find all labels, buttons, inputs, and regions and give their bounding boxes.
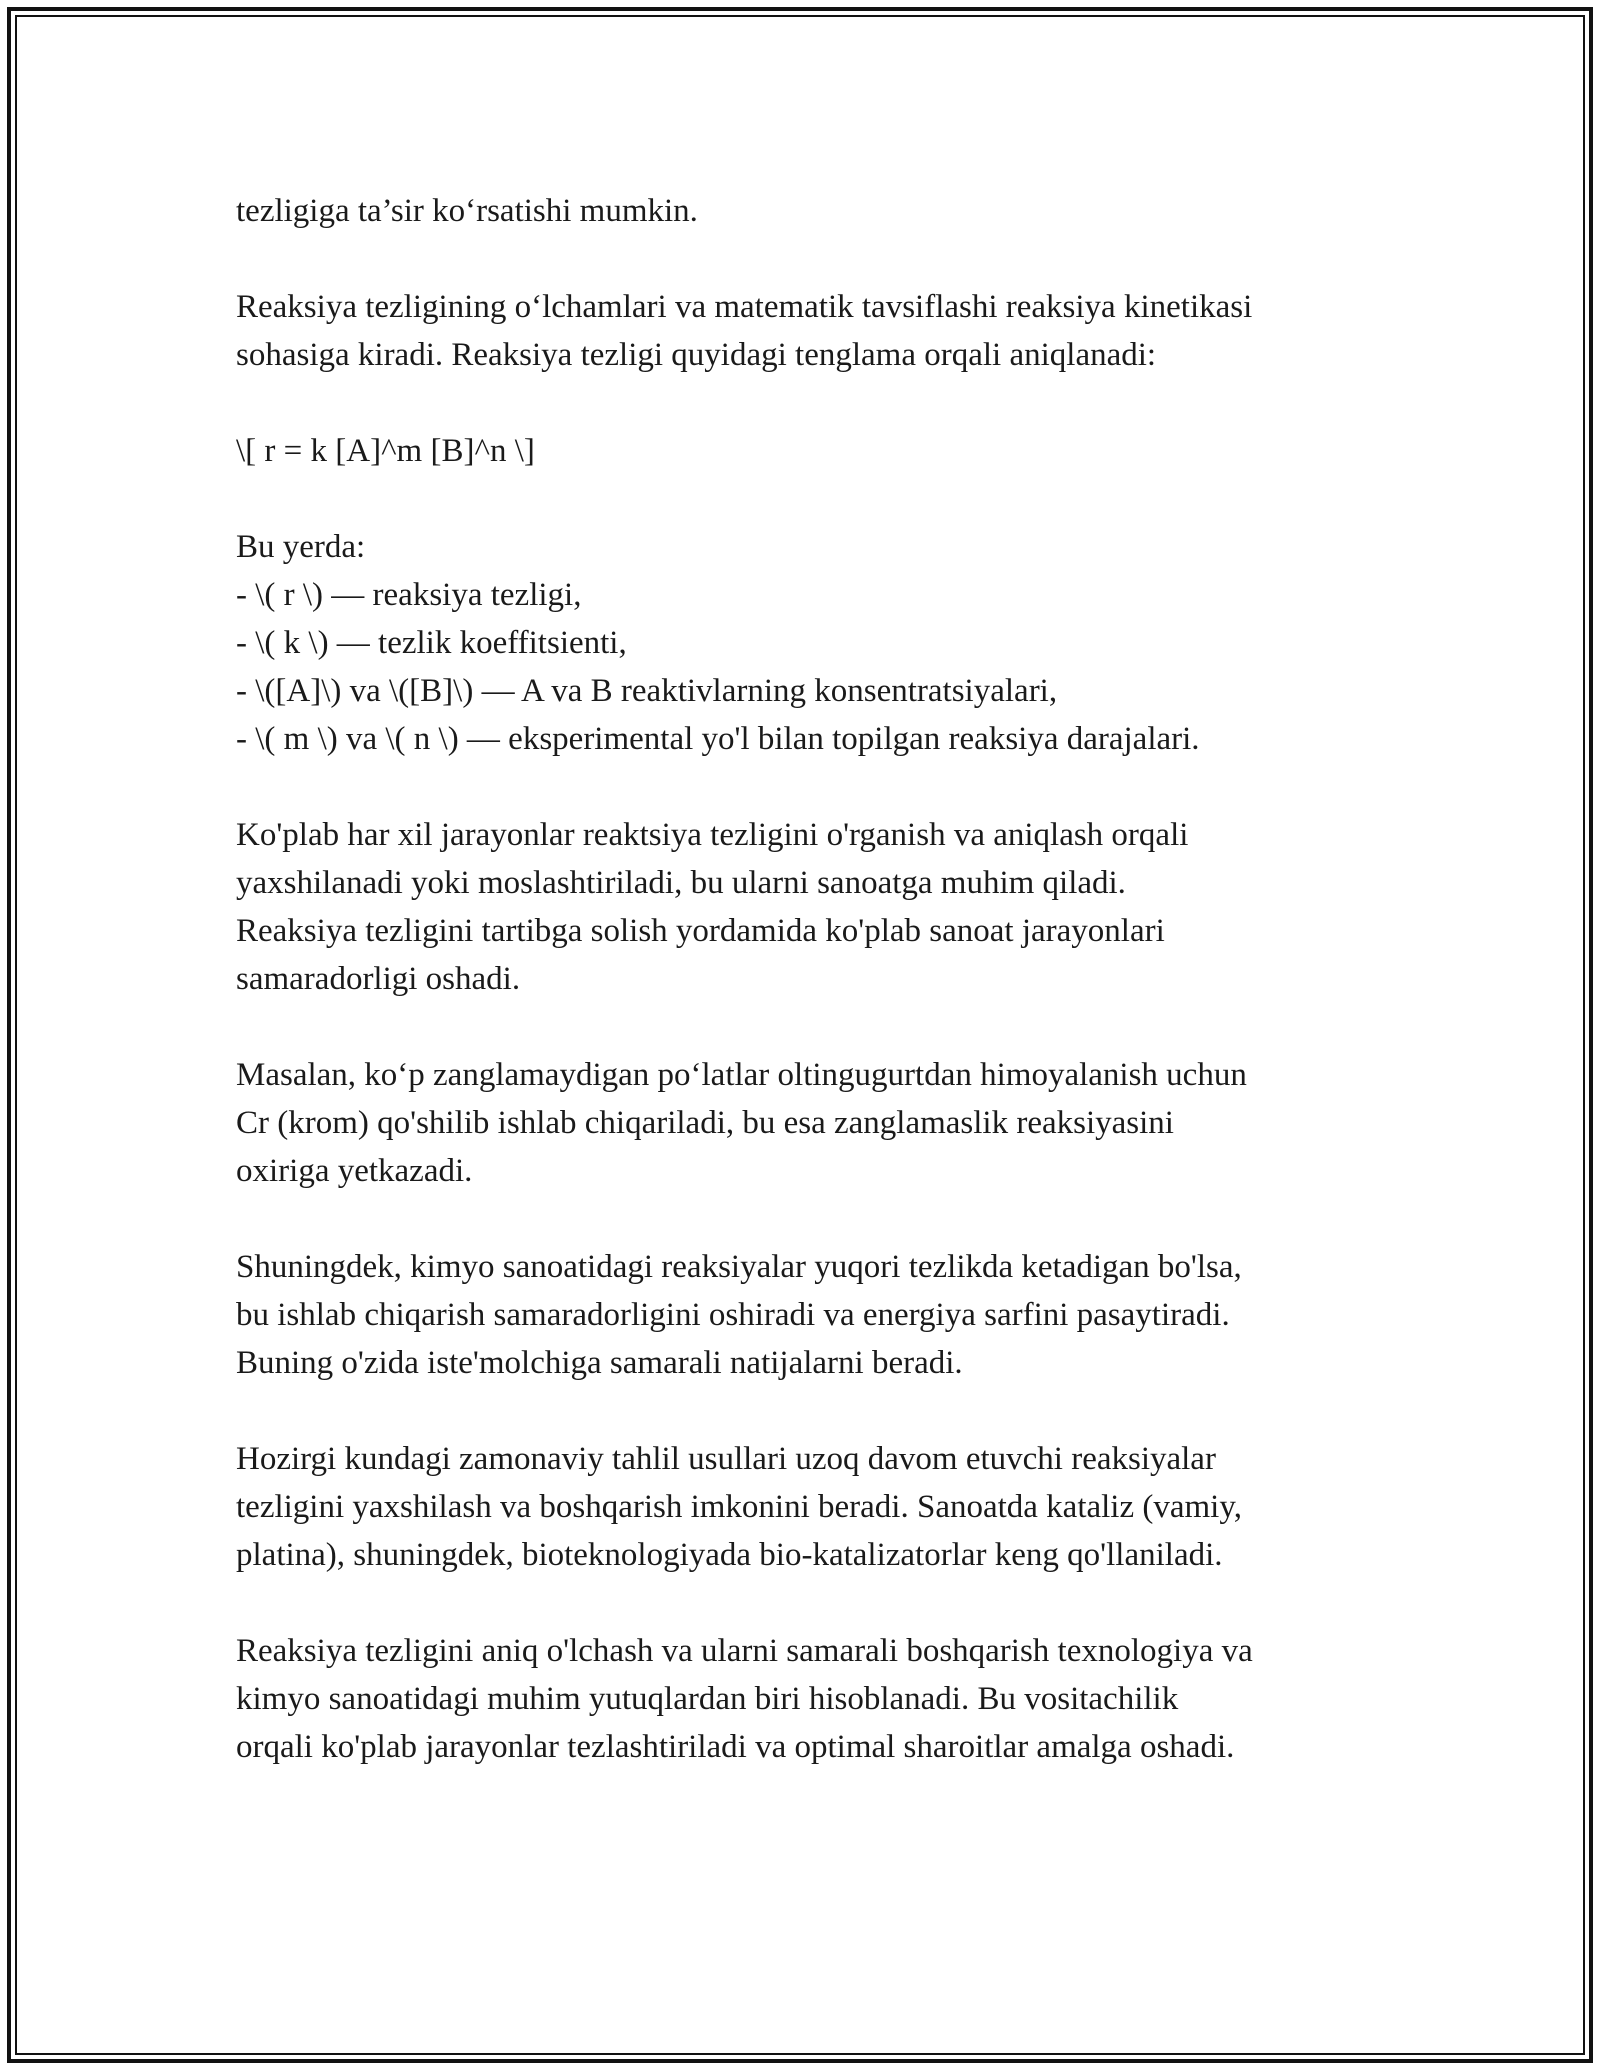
paragraph-2 — [236, 283, 1426, 379]
paragraph-4 — [236, 811, 1426, 1003]
text-line: Buning o'zida iste'molchiga samarali natijalarni beradi. — [236, 1345, 963, 1381]
text-line: oxiriga yetkazadi. — [236, 1153, 473, 1189]
paragraph-8 — [236, 1627, 1426, 1771]
paragraph-5 — [236, 1051, 1426, 1195]
text-line: Hozirgi kundagi zamonaviy tahlil usullari uzoq davom etuvchi reaksiyalar — [236, 1441, 1216, 1477]
text-line: Ko'plab har xil jarayonlar reaktsiya tezligini o'rganish va aniqlash orqali — [236, 817, 1189, 853]
text-line: samaradorligi oshadi. — [236, 961, 521, 997]
definitions-heading: Bu yerda: — [236, 529, 366, 565]
text-line: Reaksiya tezligini tartibga solish yordamida ko'plab sanoat jarayonlari — [236, 913, 1165, 949]
text-line: kimyo sanoatidagi muhim yutuqlardan biri hisoblanadi. Bu vositachilik — [236, 1681, 1179, 1717]
text-line: Cr (krom) qo'shilib ishlab chiqariladi, bu esa zanglamaslik reaksiyasini — [236, 1105, 1174, 1141]
document-body — [236, 187, 1426, 1819]
list-item: - \([A]\) va \([B]\) — A va B reaktivlarning konsentratsiyalari, — [236, 673, 1058, 709]
text-line: Masalan, ko‘p zanglamaydigan po‘latlar oltingugurtdan himoyalanish uchun — [236, 1057, 1247, 1093]
text-line: tezligini yaxshilash va boshqarish imkonini beradi. Sanoatda kataliz (vamiy, — [236, 1489, 1242, 1525]
list-item: - \( r \) — reaksiya tezligi, — [236, 577, 582, 613]
paragraph-definitions — [236, 523, 1426, 763]
list-item: - \( k \) — tezlik koeffitsienti, — [236, 625, 627, 661]
paragraph-1 — [236, 187, 1426, 235]
paragraph-7 — [236, 1435, 1426, 1579]
text-line: Reaksiya tezligini aniq o'lchash va ularni samarali boshqarish texnologiya va — [236, 1633, 1253, 1669]
equation-text: \[ r = k [A]^m [B]^n \] — [236, 433, 535, 469]
text-line: Reaksiya tezligining o‘lchamlari va matematik tavsiflashi reaksiya kinetikasi — [236, 289, 1253, 325]
list-item: - \( m \) va \( n \) — eksperimental yo'l bilan topilgan reaksiya darajalari. — [236, 721, 1200, 757]
text-line: orqali ko'plab jarayonlar tezlashtiriladi va optimal sharoitlar amalga oshadi. — [236, 1729, 1235, 1765]
equation — [236, 427, 1426, 475]
text-line: sohasiga kiradi. Reaksiya tezligi quyidagi tenglama orqali aniqlanadi: — [236, 337, 1157, 373]
paragraph-6 — [236, 1243, 1426, 1387]
text-line: platina), shuningdek, bioteknologiyada bio-katalizatorlar keng qo'llaniladi. — [236, 1537, 1223, 1573]
text-line: bu ishlab chiqarish samaradorligini oshiradi va energiya sarfini pasaytiradi. — [236, 1297, 1230, 1333]
text-line: tezligiga ta’sir ko‘rsatishi mumkin. — [236, 193, 698, 229]
text-line: yaxshilanadi yoki moslashtiriladi, bu ularni sanoatga muhim qiladi. — [236, 865, 1126, 901]
text-line: Shuningdek, kimyo sanoatidagi reaksiyalar yuqori tezlikda ketadigan bo'lsa, — [236, 1249, 1242, 1285]
